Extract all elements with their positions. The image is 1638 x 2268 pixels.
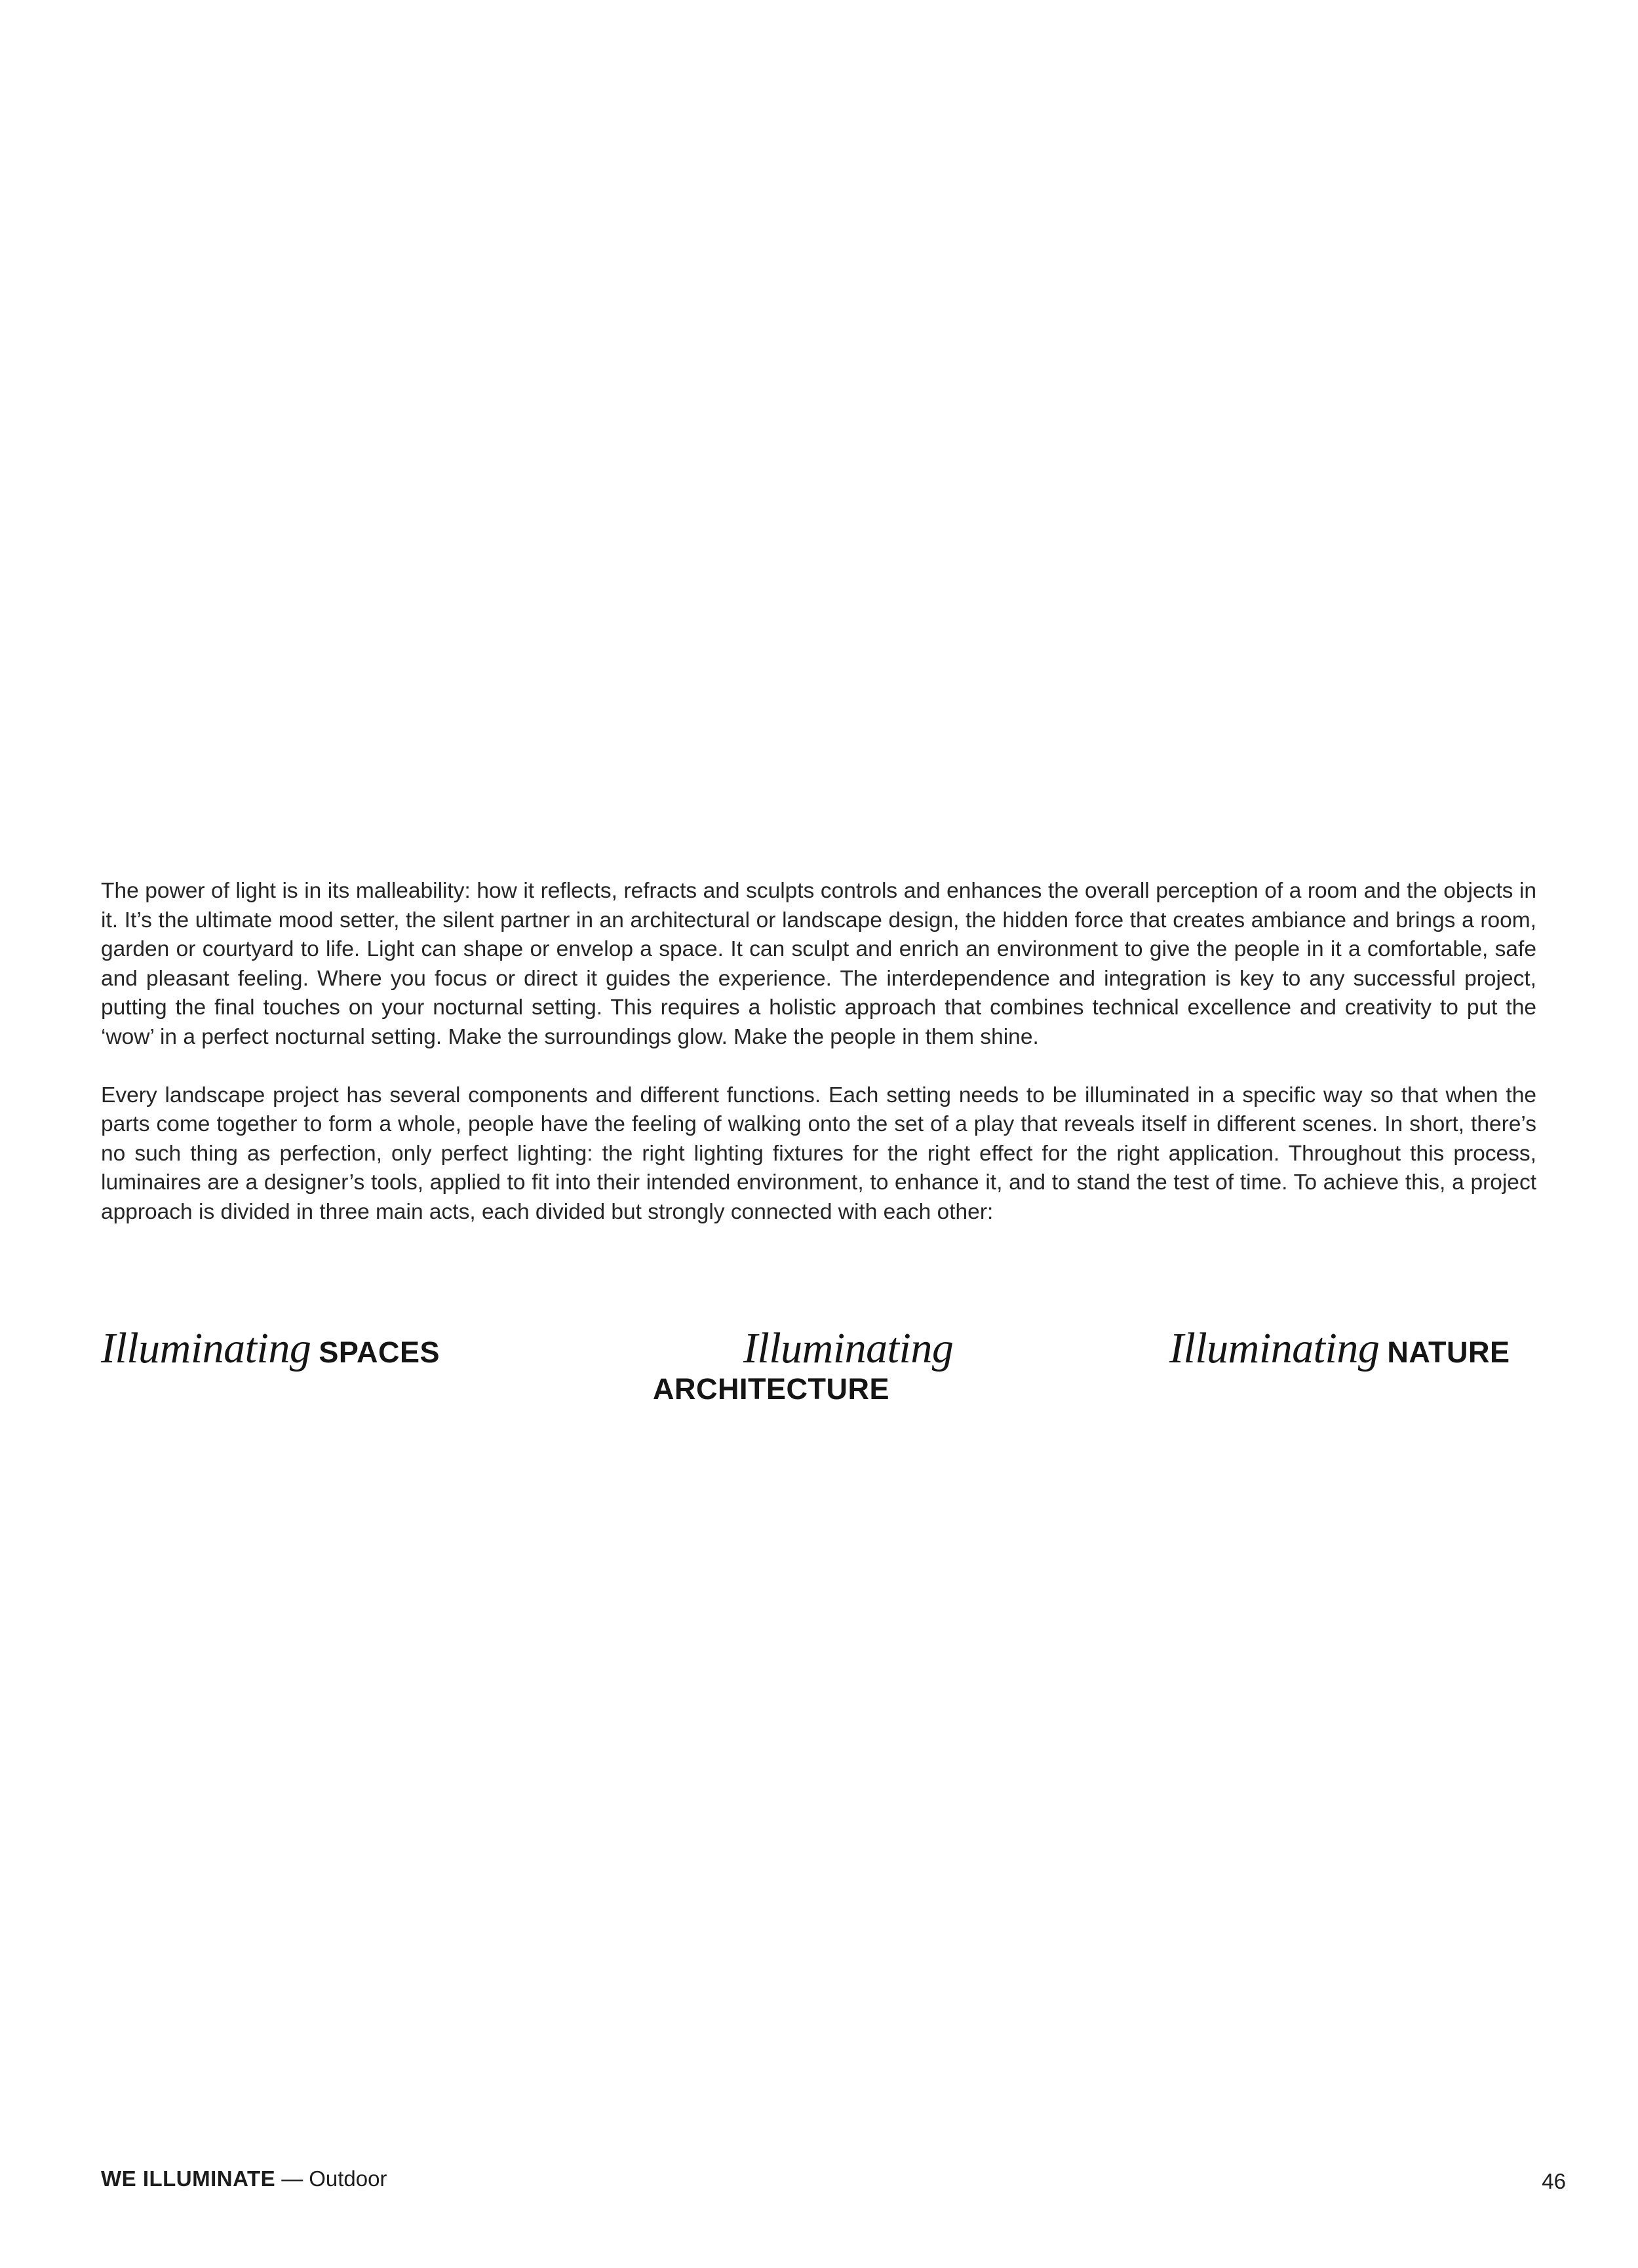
approach-paragraph: Every landscape project has several components and different functions. Each setting needs to be illuminated in a specific way so that when the parts come together to form a whole, people have the feeling of walking onto the set of a play that reveals itself in different scenes. In short, there’s no such thing as perfection, only perfect lighting: the right lighting fixtures for the right effect for the right application. Throughout this process, luminaires are a designer’s tools, applied to fit into their intended environment, to enhance it, and to stand the test of time. To achieve this, a project approach is divided in three main acts, each divided but strongly connected with each other:: [101, 1083, 1536, 1224]
heading-script-text: Illuminating: [1169, 1324, 1380, 1372]
intro-paragraph: The power of light is in its malleability: how it reflects, refracts and sculpts controls and enhances the overall perception of a room and the objects in it. It’s the ultimate mood setter, the silent partner in an architectural or landscape design, the hidden force that creates ambiance and brings a room, garden or courtyard to life. Light can shape or envelop a space. It can sculpt and enrich an environment to give the people in it a comfortable, safe and pleasant feeling. Where you focus or direct it guides the experience. The interdependence and integration is key to any successful project, putting the final touches on your nocturnal setting. This requires a holistic approach that combines technical excellence and creativity to put the ‘wow’ in a perfect nocturnal setting. Make the surroundings glow. Make the people in them shine.: [101, 879, 1536, 1049]
heading-script-text: Illuminating: [743, 1324, 954, 1372]
page-number: 46: [1542, 2169, 1566, 2193]
heading-illuminating-architecture: [653, 1324, 967, 1415]
body-text: [101, 877, 1536, 1227]
heading-caps-text: SPACES: [319, 1336, 440, 1369]
heading-script-text: Illuminating: [101, 1324, 311, 1372]
heading-illuminating-spaces: [101, 1324, 440, 1374]
running-footer: [101, 2166, 387, 2191]
act-headings: [0, 1324, 1638, 1415]
footer-section: Outdoor: [309, 2166, 387, 2191]
footer-separator: —: [281, 2166, 303, 2191]
heading-caps-text: NATURE: [1387, 1336, 1510, 1369]
heading-caps-text: ARCHITECTURE: [653, 1372, 889, 1406]
heading-illuminating-nature: [1169, 1324, 1510, 1374]
footer-brand: WE ILLUMINATE: [101, 2166, 276, 2191]
